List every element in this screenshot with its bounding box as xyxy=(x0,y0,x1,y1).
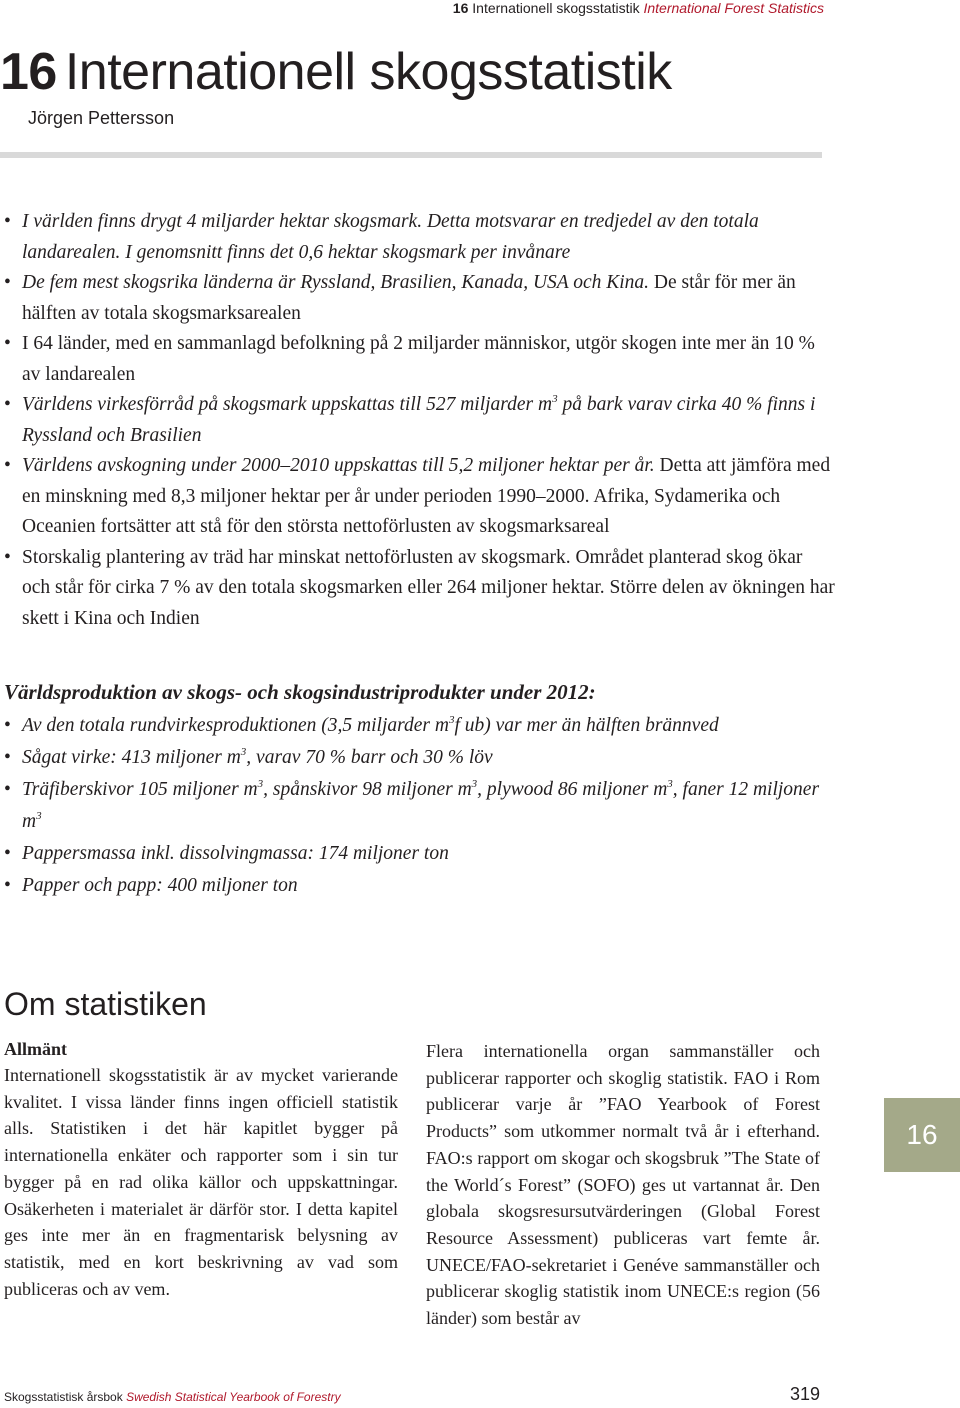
production-item: • Träfiberskivor 105 miljoner $m^3$, spånskivor 98 miljoner $m^3$, plywood 86 miljoner $m^3$, faner 12 miljoner $m^3$ xyxy=(0,774,835,838)
about-right-text: Flera internationella organ sammanställer och publicerar rapporter och skoglig statistik. FAO i Rom publicerar varje år ”FAO Yearbook of Forest Products” som utkommer normalt två år i efterhand. FAO:s rapport om skogar och skogsbruk ”The State of the World´s Forest” (SOFO) ges ut vartannat år. Den globala skogsresursutvärderingen (Global Forest Resource Assessment) publiceras vart femte år. UNECE/FAO-sekretariet i Genéve sammanställer och publicerar skoglig statistik inom UNECE:s region (56 länder) som består av xyxy=(426,1041,820,1329)
world-production-list xyxy=(0,710,835,902)
about-left-column xyxy=(4,1036,398,1302)
world-production-heading: Världsproduktion av skogs- och skogsindustriprodukter under 2012: xyxy=(4,680,596,704)
running-header xyxy=(453,0,824,16)
bullet-icon: • xyxy=(4,875,11,896)
running-header-chapter-number: 16 xyxy=(452,0,469,16)
running-header-title-sv: Internationell skogsstatistik xyxy=(472,0,640,16)
bullet-icon: • xyxy=(4,211,11,232)
about-right-column xyxy=(426,1038,820,1332)
bullet-icon: • xyxy=(4,455,11,476)
title-divider xyxy=(0,152,822,158)
production-item: • Av den totala rundvirkesproduktionen (3,5 miljarder $m^3f$ ub) var mer än hälften brännved xyxy=(0,710,835,742)
fact-item: • I 64 länder, med en sammanlagd befolkning på 2 miljarder människor, utgör skogen inte mer än 10 % av landarealen xyxy=(0,329,835,390)
bullet-icon: • xyxy=(4,272,11,293)
bullet-icon: • xyxy=(4,546,11,568)
footer-book-title xyxy=(4,1390,341,1404)
fact-item: • Världens virkesförråd på skogsmark uppskattas till 527 miljarder $m^3$ på bark varav cirka 40 % finns i Ryssland och Brasilien xyxy=(0,390,835,451)
fact-item: • Storskalig plantering av träd har minskat nettoförlusten av skogsmark. Området planterad skog ökar och står för cirka 7 % av den totala skogsmarken eller 264 miljoner hektar. Större delen av ökningen har skett i Kina och Indien xyxy=(0,543,835,635)
production-item: • Papper och papp: 400 miljoner ton xyxy=(0,870,835,902)
production-item: • Sågat virke: 413 miljoner $m^3$, varav 70 % barr och 30 % löv xyxy=(0,742,835,774)
chapter-side-tab: 16 xyxy=(884,1098,960,1172)
bullet-icon: • xyxy=(4,394,11,415)
section-title: Om statistiken xyxy=(4,986,207,1022)
about-left-text: Internationell skogsstatistik är av mycket varierande kvalitet. I vissa länder finns ingen officiell statistik alls. Statistiken i det här kapitlet bygger på internationella enkäter och rapporter som i sin tur bygger på en rad olika källor och uppskattningar. Osäkerheten i materialet är därför stor. I detta kapitel ges inte mer än en fragmentarisk belysning av statistik, med en kort beskrivning av vad som publiceras och av vem. xyxy=(4,1065,398,1299)
footer-book-title-sv: Skogsstatistisk årsbok xyxy=(4,1390,123,1404)
production-item: • Pappersmassa inkl. dissolvingmassa: 174 miljoner ton xyxy=(0,838,835,870)
fact-item: • De fem mest skogsrika länderna är Ryssland, Brasilien, Kanada, USA och Kina. De står för mer än hälften av totala skogsmarksarealen xyxy=(0,268,835,329)
footer-book-title-en: Swedish Statistical Yearbook of Forestry xyxy=(126,1390,341,1404)
bullet-icon: • xyxy=(4,715,11,736)
fact-item: • Världens avskogning under 2000–2010 uppskattas till 5,2 miljoner hektar per år. Detta att jämföra med en minskning med 8,3 miljoner hektar per år under perioden 1990–2000. Afrika, Sydamerika och Oceanien fortsätter att stå för den största nettoförlusten av skogsmarksareal xyxy=(0,451,835,543)
chapter-title xyxy=(0,42,672,102)
bullet-icon: • xyxy=(4,843,11,864)
bullet-icon: • xyxy=(4,333,11,354)
bullet-icon: • xyxy=(4,779,11,800)
chapter-title-text: Internationell skogsstatistik xyxy=(64,43,672,101)
chapter-number: 16 xyxy=(0,43,57,101)
fact-item: • I världen finns drygt 4 miljarder hektar skogsmark. Detta motsvarar en tredjedel av den totala landarealen. I genomsnitt finns det 0,6 hektar skogsmark per invånare xyxy=(0,207,835,268)
running-header-title-en: International Forest Statistics xyxy=(643,0,824,16)
bullet-icon: • xyxy=(4,747,11,768)
author-name: Jörgen Pettersson xyxy=(28,108,175,128)
about-subheading: Allmänt xyxy=(4,1039,67,1059)
facts-list xyxy=(0,207,835,634)
page-number: 319 xyxy=(790,1384,821,1404)
